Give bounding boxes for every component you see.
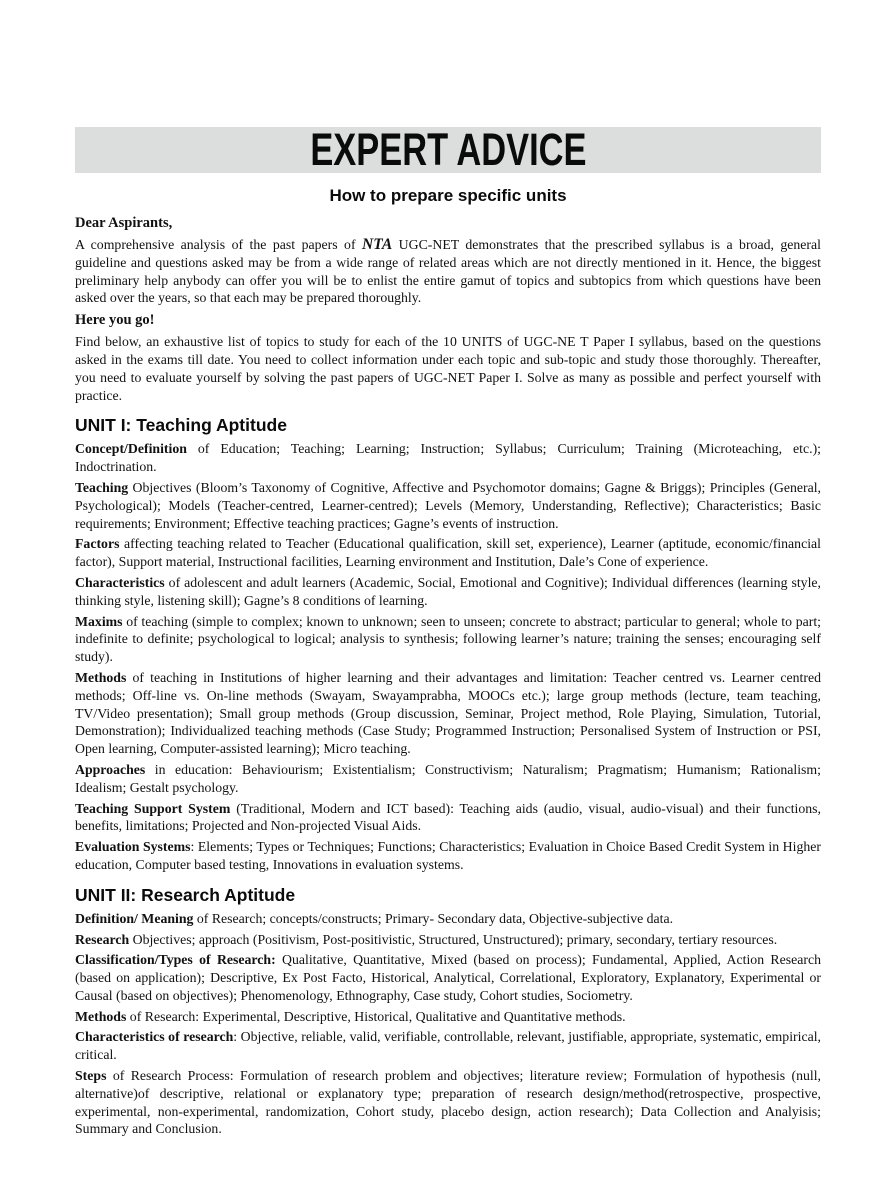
topic-paragraph	[75, 1028, 821, 1064]
unit-1-heading: UNIT I: Teaching Aptitude	[75, 415, 287, 436]
topic-lead: Evaluation Systems	[75, 839, 191, 855]
intro-paragraph-1-after: UGC-NET demonstrates that the prescribed syllabus is a broad, general guideline and questions asked may be from a wide range of related areas which are not directly mentioned in it. Hence, the biggest preliminary help anybody can offer you will be to enlist the entire gamut of topics and subtopics from which questions have been asked over the years, so that each may be prepared thoroughly.	[75, 237, 821, 306]
salutation: Dear Aspirants,	[75, 215, 173, 231]
topic-paragraph	[75, 910, 821, 928]
topic-text: of Education; Teaching; Learning; Instruction; Syllabus; Curriculum; Training (Microteaching, etc.); Indoctrination.	[75, 441, 821, 475]
topic-text: affecting teaching related to Teacher (Educational qualification, skill set, experience), Learner (aptitude, economic/financial factor), Support material, Instructional facilities, Learning environment and Institution, Dale’s Cone of experience.	[75, 536, 821, 570]
topic-lead: Teaching Support System	[75, 800, 231, 816]
here-you-go-label: Here you go!	[75, 312, 155, 329]
topic-text: of Research: Experimental, Descriptive, Historical, Qualitative and Quantitative methods.	[126, 1008, 626, 1024]
topic-text: of Research Process: Formulation of research problem and objectives; literature review; Formulation of hypothesis (null, alternative)of descriptive, relational or explanatory type; preparation of research design/method(retrospective, prospective, experimental, non-experimental, randomization, Cohort study, placebo design, action research); Data Collection and Analyisis; Summary and Conclusion.	[75, 1068, 821, 1137]
topic-lead: Approaches	[75, 761, 146, 777]
topic-paragraph	[75, 613, 821, 666]
page-subtitle: How to prepare specific units	[329, 186, 567, 205]
topic-lead: Methods	[75, 669, 127, 685]
topic-text: (Traditional, Modern and ICT based): Teaching aids (audio, visual, audio-visual) and their functions, benefits, limitations; Projected and Non-projected Visual Aids.	[75, 800, 821, 834]
intro-paragraph-2: Find below, an exhaustive list of topics to study for each of the 10 UNITS of UGC-NE T Paper I syllabus, based on the questions asked in the exams till date. You need to collect information under each topic and sub-topic and study those thoroughly. Thereafter, you need to evaluate yourself by solving the past papers of UGC-NET Paper I. Solve as many as possible and perfect yourself with practice.	[75, 334, 821, 403]
topic-paragraph	[75, 479, 821, 532]
unit-2-heading: UNIT II: Research Aptitude	[75, 884, 296, 905]
intro-paragraph-1	[75, 236, 821, 307]
topic-lead: Factors	[75, 536, 120, 552]
topic-lead: Teaching	[75, 479, 129, 495]
topic-text: of teaching (simple to complex; known to unknown; seen to unseen; concrete to abstract; particular to general; whole to part; indefinite to definite; psychological to logical; analysis to synthesis; following learner’s nature; training the senses; encouraging self study).	[75, 613, 821, 665]
topic-text: of adolescent and adult learners (Academic, Social, Emotional and Cognitive); Individual differences (learning style, thinking style, listening skill); Gagne’s 8 conditions of learning.	[75, 574, 821, 608]
topic-paragraph	[75, 838, 821, 874]
topic-text: : Objective, reliable, valid, verifiable, controllable, relevant, justifiable, appropriate, systematic, empirical, critical.	[75, 1029, 821, 1063]
topic-paragraph	[75, 931, 821, 949]
topic-lead: Steps	[75, 1068, 107, 1084]
topic-text: Objectives; approach (Positivism, Post-positivistic, Structured, Unstructured); primary, secondary, tertiary resources.	[129, 931, 778, 947]
topic-text: of Research; concepts/constructs; Primary- Secondary data, Objective-subjective data.	[193, 910, 674, 926]
topic-lead: Maxims	[75, 613, 123, 629]
topic-text: : Elements; Types or Techniques; Functions; Characteristics; Evaluation in Choice Based Credit System in Higher education, Computer based testing, Innovations in evaluation systems.	[75, 839, 821, 872]
topic-paragraph	[75, 951, 821, 1004]
banner-title: EXPERT ADVICE	[309, 127, 587, 173]
topic-text: in education: Behaviourism; Existentialism; Constructivism; Naturalism; Pragmatism; Humanism; Rationalism; Idealism; Gestalt psychology.	[75, 761, 821, 795]
topic-lead: Characteristics	[75, 574, 165, 590]
topic-text: Qualitative, Quantitative, Mixed (based on process); Fundamental, Applied, Action Research (based on application); Descriptive, Ex Post Facto, Historical, Analytical, Correlational, Exploratory, Explanatory, Experimental or Causal (based on objectives); Phenomenology, Ethnography, Case study, Cohort studies, Sociometry.	[75, 952, 821, 1003]
expert-advice-banner	[75, 127, 821, 173]
topic-paragraph	[75, 440, 821, 476]
topic-lead: Definition/ Meaning	[75, 910, 194, 926]
topic-paragraph	[75, 761, 821, 797]
topic-lead: Concept/Definition	[75, 441, 187, 457]
topic-lead: Classification/Types of Research:	[75, 952, 276, 968]
topic-lead: Characteristics of research	[75, 1029, 234, 1045]
nta-emphasis: NTA	[362, 236, 393, 253]
topic-text: Objectives (Bloom’s Taxonomy of Cognitive, Affective and Psychomotor domains; Gagne & Briggs); Principles (General, Psychological); Models (Teacher-centred, Learner-centred); Levels (Memory, Understanding, Reflective); Characteristics; Basic requirements; Environment; Effective teaching practices; Gagne’s events of instruction.	[75, 479, 821, 531]
intro-paragraph-1-before: A comprehensive analysis of the past papers of	[75, 237, 363, 252]
topic-paragraph	[75, 1067, 821, 1138]
topic-paragraph	[75, 574, 821, 610]
topic-text: of teaching in Institutions of higher learning and their advantages and limitation: Teacher centred vs. Learner centred methods; Off-line vs. On-line methods (Swayam, Swayamprabha, MOOCs etc.); large group methods (lecture, team teaching, TV/Video presentation); Small group methods (Group discussion, Seminar, Project method, Role Playing, Simulation, Tutorial, Demonstration); Individualized teaching methods (Case Study; Programmed Instruction; Personalised System of Instruction or PSI, Open learning, Computer-assisted learning); Micro teaching.	[75, 669, 821, 757]
topic-paragraph	[75, 669, 821, 758]
topic-lead: Research	[75, 931, 130, 947]
topic-lead: Methods	[75, 1008, 127, 1024]
topic-paragraph	[75, 535, 821, 571]
topic-paragraph	[75, 800, 821, 836]
topic-paragraph	[75, 1008, 821, 1026]
text-column	[75, 0, 821, 1138]
